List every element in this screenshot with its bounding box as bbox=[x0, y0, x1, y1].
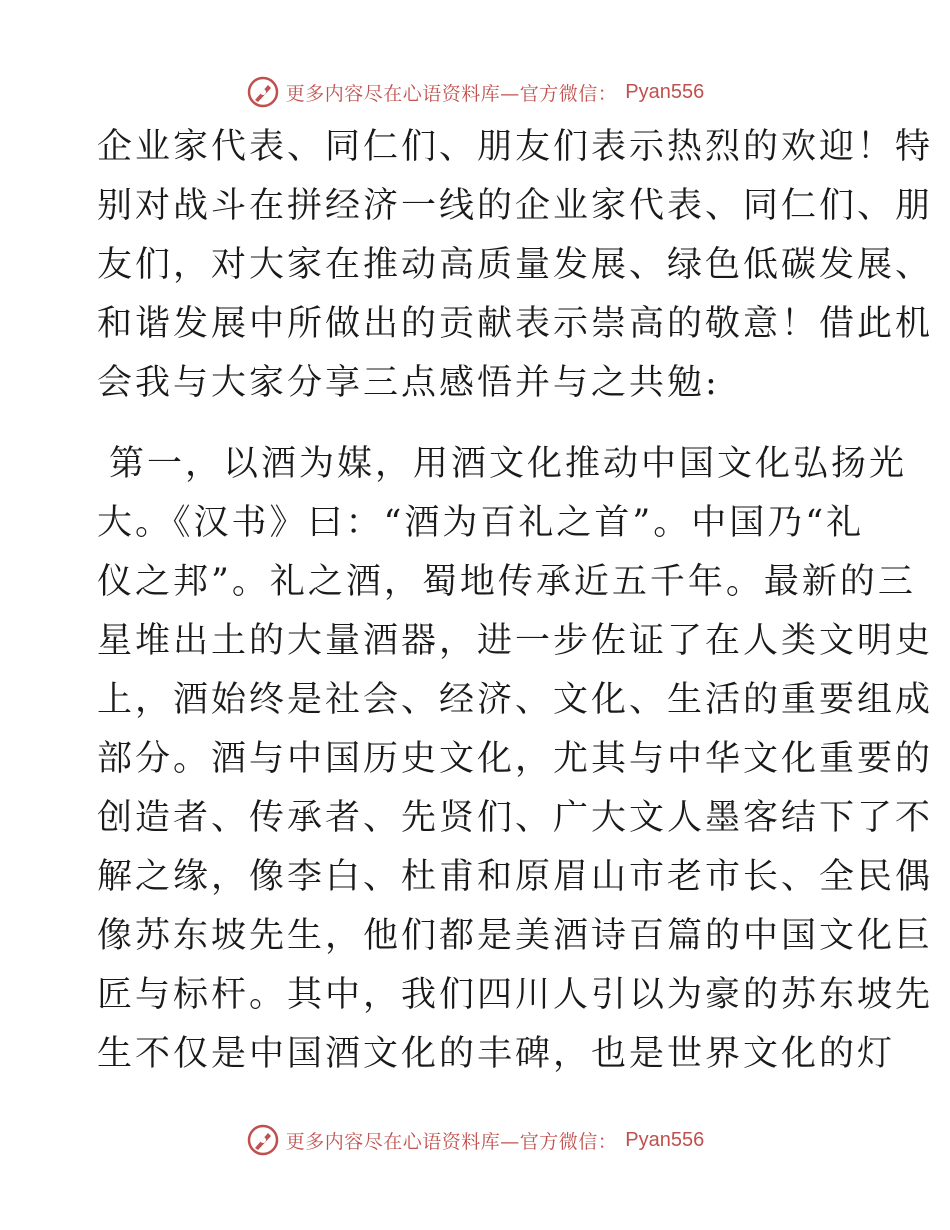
watermark-text: 更多内容尽在心语资料库—官方微信： bbox=[285, 82, 618, 105]
watermark-wechat-id: Pyan556 bbox=[625, 80, 705, 103]
pen-logo-icon bbox=[246, 75, 280, 109]
footer-watermark bbox=[0, 1120, 950, 1160]
text-line: 创造者、传承者、先贤们、广大文人墨客结下了不 bbox=[97, 798, 934, 838]
text-line: 像苏东坡先生，他们都是美酒诗百篇的中国文化巨 bbox=[97, 916, 934, 956]
text-line: 大。《汉书》曰：“酒为百礼之首”。中国乃“礼 bbox=[97, 503, 865, 543]
text-line: 仪之邦”。礼之酒，蜀地传承近五千年。最新的三 bbox=[97, 562, 916, 602]
text-line: 生不仅是中国酒文化的丰碑，也是世界文化的灯 bbox=[97, 1034, 896, 1074]
text-line: 部分。酒与中国历史文化，尤其与中华文化重要的 bbox=[97, 739, 934, 779]
paragraph-spacer bbox=[97, 413, 857, 435]
document-body bbox=[97, 118, 934, 1084]
watermark-wechat-id: Pyan556 bbox=[625, 1128, 705, 1151]
paragraph-2 bbox=[97, 435, 934, 1084]
text-line: 会我与大家分享三点感悟并与之共勉: bbox=[97, 363, 720, 403]
text-line: 和谐发展中所做出的贡献表示崇高的敬意！借此机 bbox=[97, 304, 934, 344]
text-line: 上，酒始终是社会、经济、文化、生活的重要组成 bbox=[97, 680, 934, 720]
paragraph-1 bbox=[97, 118, 934, 413]
text-line: 匠与标杆。其中，我们四川人引以为豪的苏东坡先 bbox=[97, 975, 934, 1015]
text-line: 别对战斗在拼经济一线的企业家代表、同仁们、朋 bbox=[97, 186, 934, 226]
text-line: 第一，以酒为媒，用酒文化推动中国文化弘扬光 bbox=[109, 444, 908, 484]
text-line: 解之缘，像李白、杜甫和原眉山市老市长、全民偶 bbox=[97, 857, 934, 897]
text-line: 星堆出土的大量酒器，进一步佐证了在人类文明史 bbox=[97, 621, 934, 661]
text-line: 企业家代表、同仁们、朋友们表示热烈的欢迎！特 bbox=[97, 127, 934, 167]
pen-logo-icon bbox=[246, 1123, 280, 1157]
header-watermark bbox=[0, 72, 950, 112]
text-line: 友们，对大家在推动高质量发展、绿色低碳发展、 bbox=[97, 245, 934, 285]
watermark-text: 更多内容尽在心语资料库—官方微信： bbox=[285, 1130, 618, 1153]
